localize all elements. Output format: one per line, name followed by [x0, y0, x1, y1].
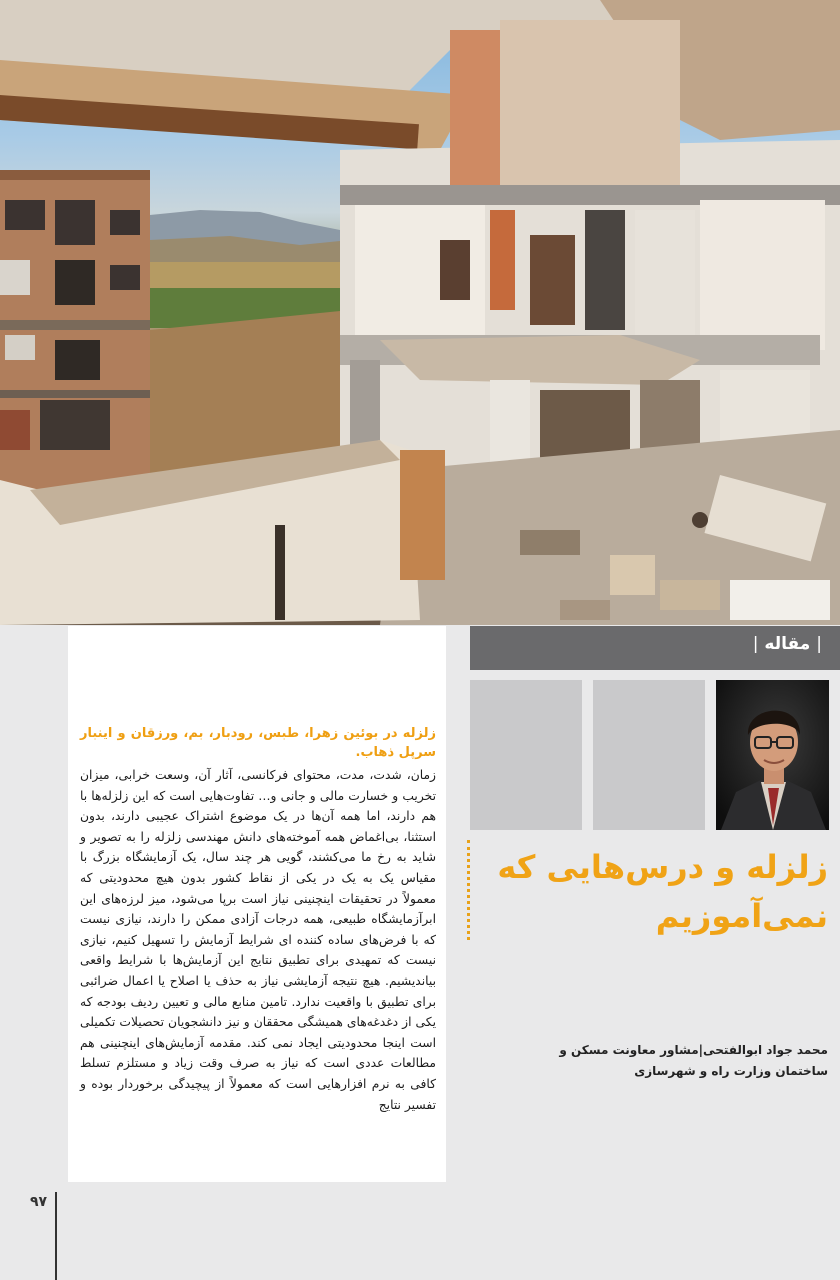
placeholder-image — [593, 680, 705, 830]
placeholder-image — [470, 680, 582, 830]
author-portrait-illustration — [716, 680, 829, 830]
footer-rule — [55, 1192, 57, 1280]
article-body: زمان، شدت، مدت، محتوای فرکانسی، آثار آن، وسعت خرابی، میزان تخریب و خسارت مالی و جانی و… تفاوت‌هایی است که این زلزله‌ها با هم دارند، اما همه آن‌ها در یک موضوع اشتراک عجیبی دارند، بدون استثنا، بی‌اغماض همه آموخته‌های دانش مهندسی زلزله را به تصویر و شاید به رخ ما می‌کشند، گویی هر چند سال، یک آزمایشگاه بزرگ با مقیاس یک به یک در یکی از نقاط کشور بدون هیچ محدودیتی که معمولاً در تحقیقات اینچنینی نیاز است برپا می‌شود، میز لرزه‌های این ابرآزمایشگاه طبیعی، همه درجات آزادی ممکن را دارند، نیازی نیست که با فرض‌های ساده کننده ای شرایط آزمایش را تسهیل کنیم، نیازی نیست که تمهیدی برای تطبیق نتایج این آزمایش‌ها با شرایط واقعی بیاندیشیم. هیچ نتیجه آزمایشی نیاز به حذف یا اصلاح یا اعمال ضرائبی برای تطبیق با واقعیت ندارد. تامین منابع مالی و تعیین ردیف بودجه که یکی از دغدغه‌های همیشگی محققان و نیز دانشجویان تحصیلات تکمیلی است اینجا محدودیتی ایجاد نمی کند. مقدمه آزمایش‌های اینچنینی هم مطالعات عددی است که نیاز به صرف وقت زیاد و مستلزم تسلط کافی به نرم افزارهایی است که معمولاً از پیچیدگی برخوردار بوده و تفسیر نتایج — [80, 768, 436, 1112]
author-portrait — [716, 680, 829, 830]
left-building — [0, 170, 150, 490]
article-title: زلزله و درس‌هایی که نمی‌آموزیم — [497, 848, 828, 935]
article-column — [68, 626, 446, 1182]
article-byline — [528, 1040, 828, 1082]
page-number: ۹۷ — [30, 1194, 48, 1210]
section-header-bar — [470, 626, 840, 670]
hero-earthquake-photo — [0, 0, 840, 625]
author-role: مشاور معاونت مسکن و ساختمان وزارت راه و شهرسازی — [559, 1043, 828, 1078]
section-label: | مقاله | — [747, 634, 828, 654]
article-lead: زلزله در بوئین زهرا، طبس، رودبار، بم، ورزقان و اینبار سرپل ذهاب. — [80, 726, 436, 760]
author-name: محمد جواد ابوالفتحی — [703, 1043, 828, 1057]
title-dotted-rule — [467, 840, 470, 940]
byline-separator: | — [698, 1043, 704, 1057]
hero-illustration — [0, 0, 840, 625]
